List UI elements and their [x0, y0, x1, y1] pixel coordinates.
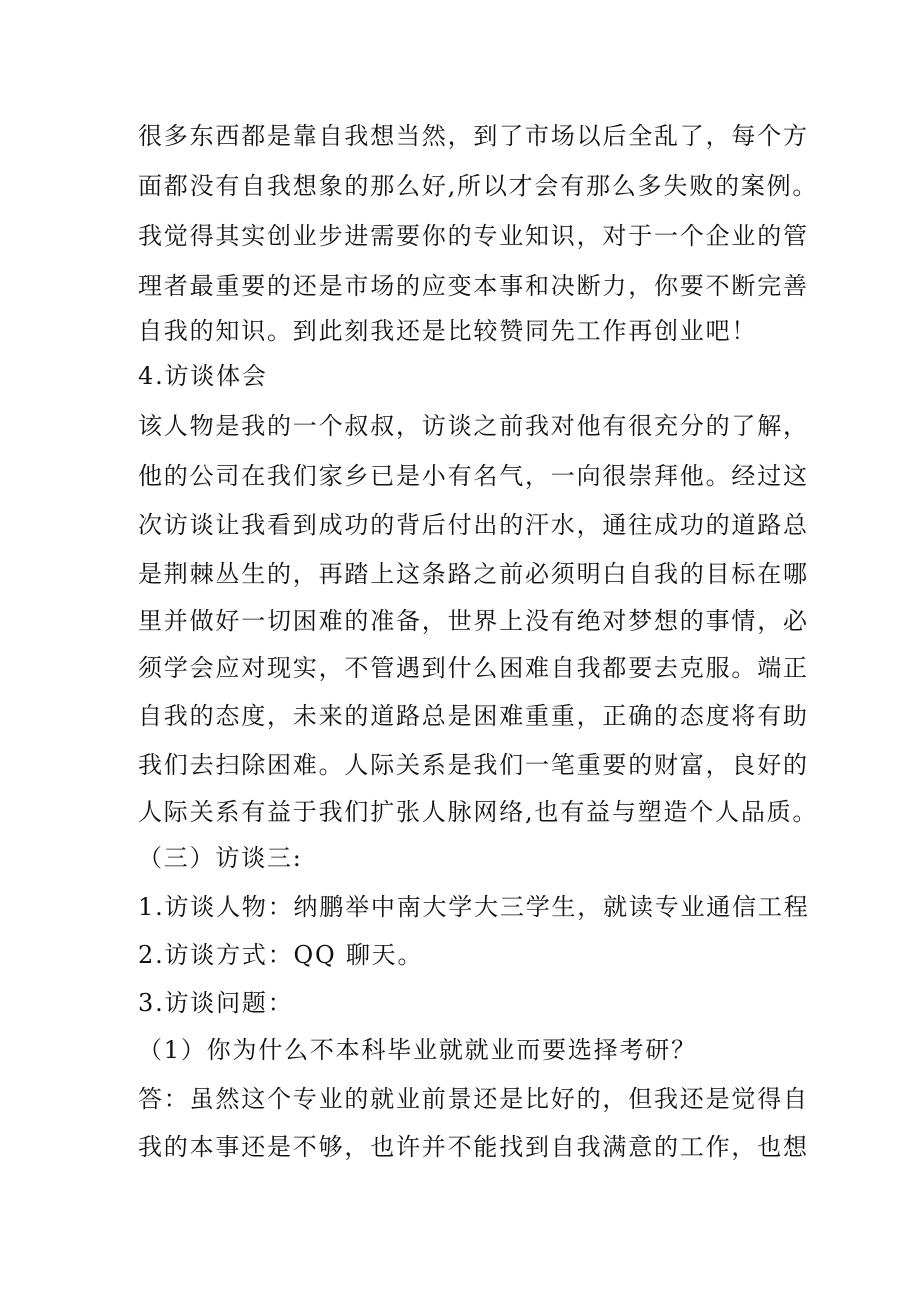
list-item: 3.访谈问题：: [138, 989, 294, 1017]
paragraph-line: 次访谈让我看到成功的背后付出的汗水，通往成功的道路总: [138, 511, 809, 539]
paragraph-line: 自我的态度，未来的道路总是困难重重，正确的态度将有助: [138, 702, 809, 730]
paragraph-line: 是荆棘丛生的，再踏上这条路之前必须明白自我的目标在哪: [138, 560, 809, 588]
section-heading: 4.访谈体会: [138, 362, 268, 390]
answer-line: 我的本事还是不够，也许并不能找到自我满意的工作，也想: [138, 1133, 809, 1161]
paragraph-line: 理者最重要的还是市场的应变本事和决断力，你要不断完善: [138, 272, 809, 300]
paragraph-line: 须学会应对现实，不管遇到什么困难自我都要去克服。端正: [138, 654, 809, 682]
section-heading: （三）访谈三:: [138, 844, 303, 872]
list-item: 1.访谈人物：纳鹏举中南大学大三学生，就读专业通信工程: [138, 893, 810, 921]
list-item: 2.访谈方式：QQ 聊天。: [138, 941, 424, 969]
paragraph-line: 我们去扫除困难。人际关系是我们一笔重要的财富，良好的: [138, 751, 809, 779]
paragraph-line: 里并做好一切困难的准备，世界上没有绝对梦想的事情，必: [138, 607, 809, 635]
paragraph-line: 人际关系有益于我们扩张人脉网络,也有益与塑造个人品质。: [138, 798, 819, 826]
answer-line: 答：虽然这个专业的就业前景还是比好的，但我还是觉得自: [138, 1085, 809, 1113]
paragraph-line: 他的公司在我们家乡已是小有名气，一向很崇拜他。经过这: [138, 462, 809, 490]
paragraph-line: 很多东西都是靠自我想当然，到了市场以后全乱了，每个方: [138, 122, 809, 150]
paragraph-line: 自我的知识。到此刻我还是比较赞同先工作再创业吧！: [138, 317, 758, 345]
question-line: （1）你为什么不本科毕业就就业而要选择考研？: [138, 1036, 697, 1064]
paragraph-line: 该人物是我的一个叔叔，访谈之前我对他有很充分的了解，: [138, 412, 809, 440]
paragraph-line: 我觉得其实创业步进需要你的专业知识，对于一个企业的管: [138, 222, 809, 250]
paragraph-line: 面都没有自我想象的那么好,所以才会有那么多失败的案例。: [138, 172, 819, 200]
